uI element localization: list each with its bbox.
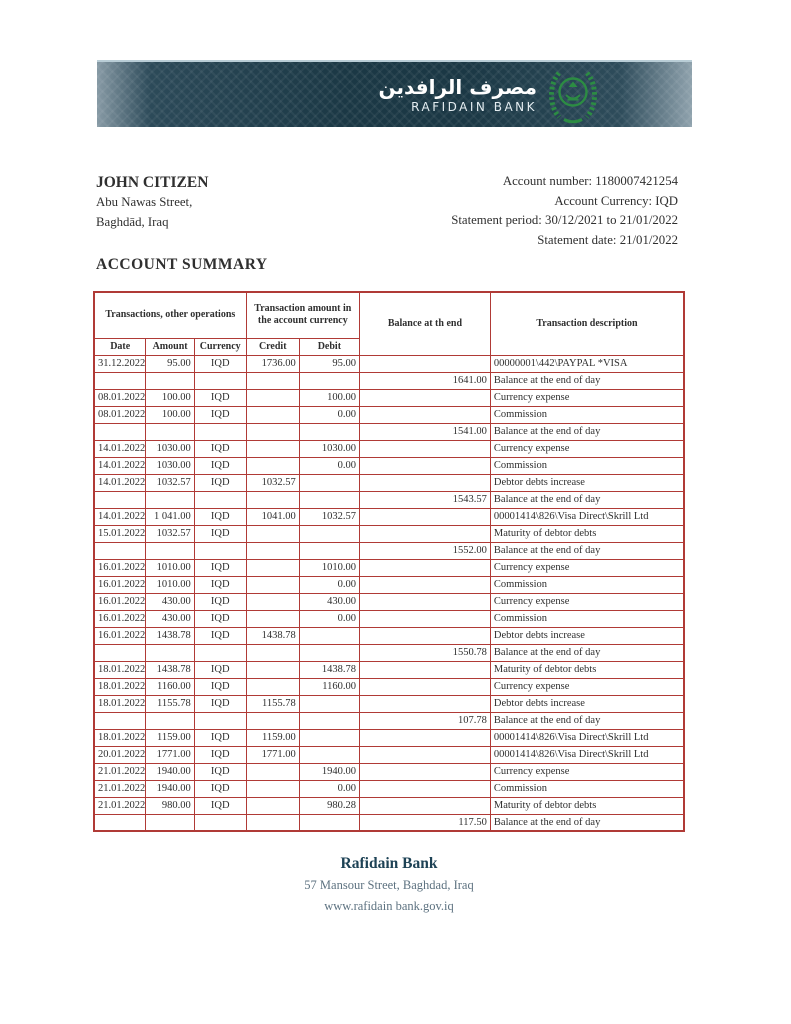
transaction-row	[94, 780, 684, 797]
cell-description: Currency expense	[490, 440, 684, 457]
cell-balance: 107.78	[359, 712, 490, 729]
cell-balance	[359, 355, 490, 372]
section-title-account-summary: ACCOUNT SUMMARY	[96, 256, 268, 273]
cell-balance	[359, 457, 490, 474]
cell-debit: 0.00	[299, 610, 359, 627]
cell-credit: 1736.00	[246, 355, 299, 372]
cell-currency: IQD	[194, 508, 246, 525]
cell-date	[94, 423, 146, 440]
cell-amount: 430.00	[146, 593, 194, 610]
cell-description: Currency expense	[490, 763, 684, 780]
cell-currency	[194, 491, 246, 508]
bank-names	[378, 75, 537, 115]
cell-debit	[299, 712, 359, 729]
cell-currency: IQD	[194, 797, 246, 814]
cell-currency	[194, 372, 246, 389]
cell-credit	[246, 644, 299, 661]
cell-description: 00001414\826\Visa Direct\Skrill Ltd	[490, 729, 684, 746]
transaction-row	[94, 508, 684, 525]
cell-currency	[194, 423, 246, 440]
bank-brand-block	[378, 66, 600, 124]
footer-bank-name: Rafidain Bank	[340, 855, 438, 872]
transaction-row	[94, 695, 684, 712]
cell-currency	[194, 814, 246, 831]
account-holder-name: JOHN CITIZEN	[96, 174, 209, 191]
cell-description: Maturity of debtor debts	[490, 525, 684, 542]
cell-description: Maturity of debtor debts	[490, 661, 684, 678]
group-header-transactions: Transactions, other operations	[94, 292, 246, 338]
cell-description: Balance at the end of day	[490, 814, 684, 831]
cell-debit: 1010.00	[299, 559, 359, 576]
account-holder-address-line1: Abu Nawas Street,	[96, 195, 193, 209]
cell-description: Currency expense	[490, 389, 684, 406]
cell-credit	[246, 491, 299, 508]
cell-date	[94, 542, 146, 559]
cell-credit	[246, 440, 299, 457]
column-header-debit: Debit	[299, 338, 359, 355]
cell-balance	[359, 610, 490, 627]
cell-date: 18.01.2022	[94, 678, 146, 695]
footer-bank-website: www.rafidain bank.gov.iq	[324, 899, 454, 913]
statement-date-value: 21/01/2022	[619, 232, 678, 247]
cell-balance	[359, 576, 490, 593]
cell-credit	[246, 661, 299, 678]
cell-date: 16.01.2022	[94, 627, 146, 644]
cell-debit: 95.00	[299, 355, 359, 372]
cell-description: Commission	[490, 610, 684, 627]
cell-debit	[299, 525, 359, 542]
transaction-row	[94, 678, 684, 695]
cell-date: 21.01.2022	[94, 780, 146, 797]
cell-credit	[246, 797, 299, 814]
cell-credit	[246, 593, 299, 610]
column-header-credit: Credit	[246, 338, 299, 355]
transaction-row	[94, 763, 684, 780]
cell-description: Currency expense	[490, 593, 684, 610]
statement-footer	[93, 853, 685, 917]
cell-balance	[359, 508, 490, 525]
cell-balance: 1641.00	[359, 372, 490, 389]
transaction-row	[94, 610, 684, 627]
cell-balance	[359, 729, 490, 746]
statement-date-line	[451, 231, 678, 251]
cell-amount: 980.00	[146, 797, 194, 814]
cell-balance	[359, 780, 490, 797]
cell-currency: IQD	[194, 780, 246, 797]
cell-debit	[299, 491, 359, 508]
cell-description: 00001414\826\Visa Direct\Skrill Ltd	[490, 508, 684, 525]
cell-debit: 0.00	[299, 406, 359, 423]
cell-currency	[194, 712, 246, 729]
cell-balance	[359, 797, 490, 814]
balance-row	[94, 644, 684, 661]
transaction-row	[94, 746, 684, 763]
cell-currency: IQD	[194, 610, 246, 627]
cell-balance	[359, 627, 490, 644]
cell-debit	[299, 423, 359, 440]
cell-credit	[246, 559, 299, 576]
cell-credit	[246, 610, 299, 627]
cell-debit: 0.00	[299, 457, 359, 474]
account-currency-line	[451, 192, 678, 212]
transaction-row	[94, 576, 684, 593]
cell-description: Currency expense	[490, 678, 684, 695]
account-currency-value: IQD	[655, 193, 678, 208]
cell-currency: IQD	[194, 763, 246, 780]
cell-description: Debtor debts increase	[490, 627, 684, 644]
cell-date	[94, 814, 146, 831]
statement-date-label: Statement date:	[537, 232, 617, 247]
balance-row	[94, 814, 684, 831]
cell-debit: 1032.57	[299, 508, 359, 525]
cell-amount: 1771.00	[146, 746, 194, 763]
cell-credit: 1032.57	[246, 474, 299, 491]
cell-date: 14.01.2022	[94, 457, 146, 474]
cell-description: Balance at the end of day	[490, 712, 684, 729]
cell-balance	[359, 593, 490, 610]
cell-balance	[359, 678, 490, 695]
group-header-account-currency-amount: Transaction amount in the account currency	[246, 292, 359, 338]
cell-currency: IQD	[194, 525, 246, 542]
cell-balance	[359, 661, 490, 678]
cell-balance	[359, 746, 490, 763]
cell-debit	[299, 729, 359, 746]
cell-amount	[146, 372, 194, 389]
account-holder-block	[96, 172, 208, 250]
cell-amount: 100.00	[146, 389, 194, 406]
account-number-label: Account number:	[502, 174, 593, 188]
cell-amount: 1940.00	[146, 763, 194, 780]
cell-balance: 1543.57	[359, 491, 490, 508]
cell-description: 00000001\442\PAYPAL *VISA	[490, 355, 684, 372]
cell-description: Balance at the end of day	[490, 423, 684, 440]
cell-date: 14.01.2022	[94, 508, 146, 525]
cell-currency: IQD	[194, 389, 246, 406]
cell-credit	[246, 763, 299, 780]
cell-credit	[246, 457, 299, 474]
column-header-amount: Amount	[146, 338, 194, 355]
cell-currency: IQD	[194, 593, 246, 610]
transaction-row	[94, 797, 684, 814]
cell-amount	[146, 542, 194, 559]
cell-date	[94, 712, 146, 729]
transactions-body	[94, 355, 684, 831]
cell-debit: 0.00	[299, 576, 359, 593]
cell-credit	[246, 372, 299, 389]
cell-credit: 1041.00	[246, 508, 299, 525]
cell-description: Balance at the end of day	[490, 491, 684, 508]
cell-amount: 430.00	[146, 610, 194, 627]
cell-currency: IQD	[194, 576, 246, 593]
transaction-row	[94, 627, 684, 644]
cell-amount: 1159.00	[146, 729, 194, 746]
cell-date: 20.01.2022	[94, 746, 146, 763]
cell-date: 08.01.2022	[94, 406, 146, 423]
account-summary-table	[93, 291, 685, 832]
transaction-row	[94, 525, 684, 542]
cell-credit	[246, 780, 299, 797]
cell-date: 31.12.2022	[94, 355, 146, 372]
cell-amount	[146, 644, 194, 661]
cell-credit	[246, 389, 299, 406]
statement-header-info	[96, 172, 678, 250]
cell-description: Debtor debts increase	[490, 474, 684, 491]
cell-date: 16.01.2022	[94, 576, 146, 593]
cell-balance	[359, 763, 490, 780]
cell-date: 21.01.2022	[94, 797, 146, 814]
cell-currency: IQD	[194, 746, 246, 763]
account-number-value: 1180007421254	[595, 174, 678, 188]
cell-description: Balance at the end of day	[490, 644, 684, 661]
cell-description: Balance at the end of day	[490, 372, 684, 389]
cell-description: Commission	[490, 457, 684, 474]
account-currency-label: Account Currency:	[554, 193, 653, 208]
cell-credit	[246, 423, 299, 440]
cell-date: 08.01.2022	[94, 389, 146, 406]
cell-balance	[359, 389, 490, 406]
cell-credit	[246, 712, 299, 729]
cell-debit: 0.00	[299, 780, 359, 797]
cell-amount: 1438.78	[146, 627, 194, 644]
cell-date: 18.01.2022	[94, 729, 146, 746]
cell-description: Balance at the end of day	[490, 542, 684, 559]
cell-currency: IQD	[194, 678, 246, 695]
transaction-row	[94, 593, 684, 610]
cell-date: 21.01.2022	[94, 763, 146, 780]
cell-credit: 1159.00	[246, 729, 299, 746]
cell-description: Commission	[490, 576, 684, 593]
cell-currency	[194, 644, 246, 661]
cell-debit: 1438.78	[299, 661, 359, 678]
cell-description: Debtor debts increase	[490, 695, 684, 712]
cell-date: 16.01.2022	[94, 559, 146, 576]
cell-description: Commission	[490, 780, 684, 797]
cell-credit	[246, 814, 299, 831]
cell-credit	[246, 678, 299, 695]
statement-period-value: 30/12/2021 to 21/01/2022	[545, 213, 678, 227]
cell-credit	[246, 542, 299, 559]
cell-debit	[299, 542, 359, 559]
cell-currency: IQD	[194, 474, 246, 491]
statement-period-label: Statement period:	[451, 213, 542, 227]
cell-amount: 1 041.00	[146, 508, 194, 525]
cell-currency: IQD	[194, 559, 246, 576]
cell-currency: IQD	[194, 406, 246, 423]
cell-amount: 1155.78	[146, 695, 194, 712]
cell-debit: 1160.00	[299, 678, 359, 695]
cell-description: Currency expense	[490, 559, 684, 576]
transaction-row	[94, 355, 684, 372]
cell-debit	[299, 644, 359, 661]
cell-currency: IQD	[194, 440, 246, 457]
statement-period-line	[451, 211, 678, 231]
cell-debit: 430.00	[299, 593, 359, 610]
column-header-date: Date	[94, 338, 146, 355]
balance-row	[94, 423, 684, 440]
cell-credit: 1438.78	[246, 627, 299, 644]
cell-amount	[146, 423, 194, 440]
cell-currency: IQD	[194, 661, 246, 678]
cell-balance	[359, 406, 490, 423]
cell-debit	[299, 372, 359, 389]
transaction-row	[94, 559, 684, 576]
column-header-description: Transaction description	[490, 292, 684, 355]
account-number-line	[451, 172, 678, 192]
cell-amount: 1438.78	[146, 661, 194, 678]
bank-header-banner	[97, 60, 692, 127]
cell-amount	[146, 814, 194, 831]
cell-balance	[359, 559, 490, 576]
cell-balance: 1541.00	[359, 423, 490, 440]
cell-date	[94, 372, 146, 389]
cell-amount: 1160.00	[146, 678, 194, 695]
balance-row	[94, 542, 684, 559]
cell-description: Commission	[490, 406, 684, 423]
table-header	[94, 292, 684, 355]
cell-date: 15.01.2022	[94, 525, 146, 542]
cell-debit: 100.00	[299, 389, 359, 406]
bank-name-arabic: مصرف الرافدين	[378, 74, 537, 99]
cell-debit: 980.28	[299, 797, 359, 814]
balance-row	[94, 712, 684, 729]
cell-description: 00001414\826\Visa Direct\Skrill Ltd	[490, 746, 684, 763]
cell-amount: 1030.00	[146, 440, 194, 457]
cell-credit	[246, 576, 299, 593]
bank-name-english: RAFIDAIN BANK	[411, 99, 537, 114]
transaction-row	[94, 457, 684, 474]
cell-debit	[299, 814, 359, 831]
cell-description: Maturity of debtor debts	[490, 797, 684, 814]
cell-date: 18.01.2022	[94, 661, 146, 678]
cell-amount: 1940.00	[146, 780, 194, 797]
cell-currency: IQD	[194, 729, 246, 746]
cell-amount: 1010.00	[146, 559, 194, 576]
cell-debit: 1030.00	[299, 440, 359, 457]
laurel-wreath-emblem-icon	[546, 66, 600, 124]
cell-date: 14.01.2022	[94, 440, 146, 457]
cell-credit	[246, 525, 299, 542]
cell-date: 16.01.2022	[94, 593, 146, 610]
cell-balance: 1552.00	[359, 542, 490, 559]
transaction-row	[94, 406, 684, 423]
cell-credit	[246, 406, 299, 423]
cell-amount: 100.00	[146, 406, 194, 423]
cell-amount	[146, 712, 194, 729]
cell-amount: 1010.00	[146, 576, 194, 593]
cell-currency: IQD	[194, 627, 246, 644]
cell-date: 18.01.2022	[94, 695, 146, 712]
cell-balance: 1550.78	[359, 644, 490, 661]
cell-amount: 1030.00	[146, 457, 194, 474]
cell-date: 14.01.2022	[94, 474, 146, 491]
transaction-row	[94, 661, 684, 678]
column-header-balance: Balance at th end	[359, 292, 490, 355]
cell-currency: IQD	[194, 695, 246, 712]
cell-currency: IQD	[194, 355, 246, 372]
cell-credit: 1155.78	[246, 695, 299, 712]
cell-amount: 95.00	[146, 355, 194, 372]
transaction-row	[94, 440, 684, 457]
cell-currency	[194, 542, 246, 559]
transaction-row	[94, 729, 684, 746]
transaction-row	[94, 389, 684, 406]
cell-currency: IQD	[194, 457, 246, 474]
cell-balance	[359, 525, 490, 542]
cell-balance	[359, 695, 490, 712]
cell-debit	[299, 474, 359, 491]
cell-date: 16.01.2022	[94, 610, 146, 627]
cell-debit	[299, 695, 359, 712]
cell-balance	[359, 474, 490, 491]
cell-credit: 1771.00	[246, 746, 299, 763]
footer-bank-address: 57 Mansour Street, Baghdad, Iraq	[304, 878, 474, 892]
cell-date	[94, 644, 146, 661]
cell-amount: 1032.57	[146, 474, 194, 491]
cell-amount: 1032.57	[146, 525, 194, 542]
cell-debit	[299, 627, 359, 644]
statement-meta-block	[451, 172, 678, 250]
balance-row	[94, 491, 684, 508]
cell-balance	[359, 440, 490, 457]
transaction-row	[94, 474, 684, 491]
cell-debit	[299, 746, 359, 763]
column-header-currency: Currency	[194, 338, 246, 355]
cell-amount	[146, 491, 194, 508]
account-holder-address-line2: Baghdād, Iraq	[96, 214, 169, 229]
cell-debit: 1940.00	[299, 763, 359, 780]
cell-date	[94, 491, 146, 508]
cell-balance: 117.50	[359, 814, 490, 831]
balance-row	[94, 372, 684, 389]
